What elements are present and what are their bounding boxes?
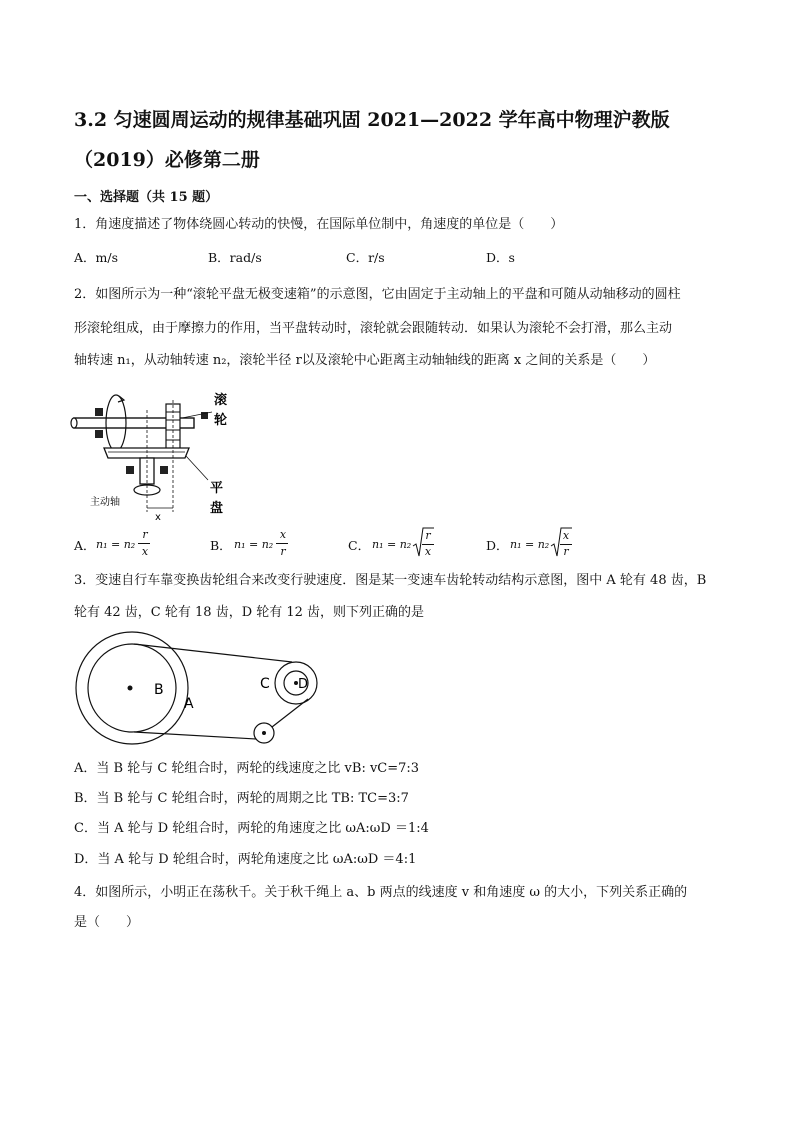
bearing — [95, 408, 103, 416]
flat-disk — [104, 448, 189, 458]
q3-option-d: D．当 A 轮与 D 轮组合时，两轮角速度之比 ωA:ωD ＝4:1 — [74, 852, 417, 867]
q3-option-a: A．当 B 轮与 C 轮组合时，两轮的线速度之比 vB: vC=7:3 — [74, 761, 420, 776]
q2-option-c-lhs: n₁ = n₂ — [372, 538, 412, 551]
chain-lower — [134, 732, 256, 739]
label-c: C — [260, 676, 270, 692]
q2-variator-figure — [64, 380, 244, 520]
q1-option-c: C．r/s — [346, 250, 385, 265]
q2-option-c-letter: C． — [348, 538, 371, 553]
page-title: 3.2 匀速圆周运动的规律基础巩固 2021—2022 学年高中物理沪教版 — [74, 109, 670, 131]
q2-option-d-lhs: n₁ = n₂ — [510, 538, 550, 551]
bearing — [95, 430, 103, 438]
q1-option-b: B．rad/s — [208, 250, 262, 265]
label-a: A — [184, 696, 194, 712]
q2-option-b-den: r — [280, 545, 286, 558]
q2-option-c-num: r — [425, 529, 431, 542]
q2-line1: 2．如图所示为一种“滚轮平盘无极变速箱”的示意图，它由固定于主动轴上的平盘和可随从动轴移动的圆柱 — [74, 287, 681, 302]
label-roller-2: 轮 — [214, 413, 228, 428]
q3-option-c: C．当 A 轮与 D 轮组合时，两轮的角速度之比 ωA:ωD ＝1:4 — [74, 821, 429, 836]
label-disk-1: 平 — [210, 481, 224, 496]
q2-line3: 轴转速 n₁，从动轴转速 n₂，滚轮半径 r以及滚轮中心距离主动轴轴线的距离 x 之间的关系是（ ） — [74, 353, 656, 368]
q3-option-b: B．当 B 轮与 C 轮组合时，两轮的周期之比 TB: TC=3:7 — [74, 791, 409, 806]
q2-option-b-num: x — [279, 528, 287, 541]
q2-option-a-lhs: n₁ = n₂ — [96, 538, 136, 551]
label-d: D — [298, 677, 309, 692]
q2-options — [74, 530, 634, 560]
q3-line1: 3．变速自行车靠变换齿轮组合来改变行驶速度．图是某一变速车齿轮转动结构示意图，图中 A 轮有 48 齿，B — [74, 573, 707, 588]
q4-line1: 4．如图所示，小明正在荡秋千。关于秋千绳上 a、b 两点的线速度 v 和角速度 ω 的大小，下列关系正确的 — [74, 885, 688, 900]
q2-option-b-letter: B． — [210, 538, 232, 553]
q1-option-a: A．m/s — [74, 250, 119, 265]
q4-line2: 是（ ） — [74, 915, 140, 930]
q2-line2: 形滚轮组成，由于摩擦力的作用，当平盘转动时，滚轮就会跟随转动．如果认为滚轮不会打滑，那么主动 — [74, 321, 673, 336]
q3-line2: 轮有 42 齿，C 轮有 18 齿，D 轮有 12 齿，则下列正确的是 — [74, 605, 425, 620]
section-heading: 一、选择题（共 15 题） — [74, 190, 219, 205]
q2-option-d-num: x — [562, 529, 570, 542]
q2-option-a-letter: A． — [74, 538, 96, 553]
q1-stem: 1．角速度描述了物体绕圆心转动的快慢，在国际单位制中，角速度的单位是（ ） — [74, 217, 564, 232]
label-b: B — [154, 682, 164, 698]
label-driving-axis: 主动轴 — [90, 497, 120, 508]
q2-option-b-lhs: n₁ = n₂ — [234, 538, 274, 551]
q2-option-a-num: r — [142, 528, 148, 541]
label-x: x — [155, 512, 161, 520]
q2-option-d-den: r — [563, 545, 569, 558]
q2-option-c-den: x — [424, 545, 432, 558]
q1-option-d: D．s — [486, 250, 515, 265]
label-disk-2: 盘 — [210, 501, 224, 516]
q2-option-d-letter: D． — [486, 538, 509, 553]
page-title-continued: （2019）必修第二册 — [74, 149, 260, 171]
q3-gear-figure — [70, 628, 330, 748]
label-roller-1: 滚 — [214, 393, 228, 408]
q2-option-a-den: x — [141, 545, 149, 558]
